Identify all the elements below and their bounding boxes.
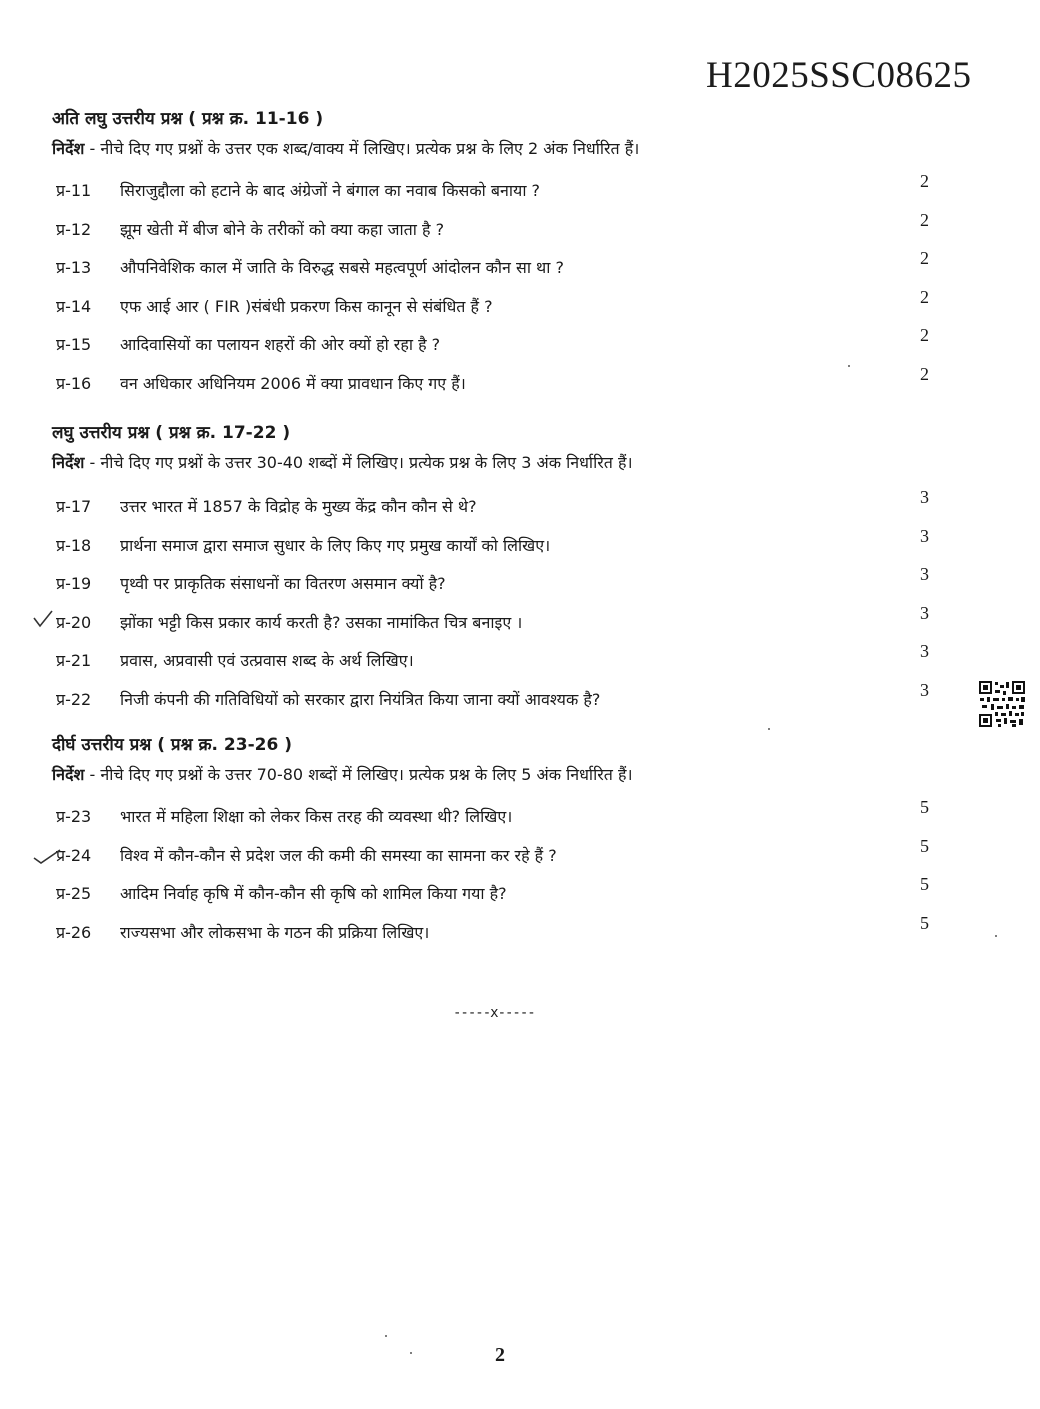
question-marks: 5: [920, 874, 929, 894]
question-text: प्रार्थना समाज द्वारा समाज सुधार के लिए किए गए प्रमुख कार्यों को लिखिए।: [120, 535, 551, 555]
question-row: [52, 798, 952, 837]
qr-code-icon: [978, 680, 1026, 728]
question-row: [52, 565, 952, 604]
question-row: [52, 172, 952, 211]
scan-speck: [768, 728, 770, 730]
question-marks: 3: [920, 525, 929, 546]
question-text: औपनिवेशिक काल में जाति के विरुद्ध सबसे महत्वपूर्ण आंदोलन कौन सा था ?: [120, 258, 565, 277]
instruction-label: निर्देश: [52, 139, 85, 158]
question-text: एफ आई आर ( FIR )संबंधी प्रकरण किस कानून से संबंधित हैं ?: [120, 296, 493, 316]
section-title: दीर्घ उत्तरीय प्रश्न ( प्रश्न क्र. 23-26 ): [52, 735, 292, 755]
handwritten-tick-icon: [32, 848, 62, 866]
question-row: [52, 681, 952, 720]
question-row: [52, 914, 952, 953]
question-text: भारत में महिला शिक्षा को लेकर किस तरह की व्यवस्था थी? लिखिए।: [120, 807, 513, 826]
question-row: [52, 837, 952, 876]
question-text: सिराजुद्दौला को हटाने के बाद अंग्रेजों ने बंगाल का नवाब किसको बनाया ?: [120, 181, 541, 200]
question-number: प्र-19: [56, 574, 92, 593]
question-text: प्रवास, अप्रवासी एवं उत्प्रवास शब्द के अर्थ लिखिए।: [120, 651, 414, 670]
question-row: [52, 326, 952, 365]
question-number: प्र-15: [56, 335, 92, 354]
question-text: झूम खेती में बीज बोने के तरीकों को क्या कहा जाता है ?: [120, 219, 445, 239]
section-title: अति लघु उत्तरीय प्रश्न ( प्रश्न क्र. 11-16 ): [52, 109, 324, 129]
question-text: पृथ्वी पर प्राकृतिक संसाधनों का वितरण असमान क्यों है?: [120, 574, 446, 593]
section-long: [52, 730, 952, 952]
section-title: लघु उत्तरीय प्रश्न ( प्रश्न क्र. 17-22 ): [52, 423, 291, 443]
question-row: [52, 642, 952, 681]
question-number: प्र-24: [56, 845, 92, 865]
question-row: [52, 604, 952, 643]
page-number: 2: [495, 1344, 505, 1366]
question-text: विश्व में कौन-कौन से प्रदेश जल की कमी की समस्या का सामना कर रहे हैं ?: [120, 845, 557, 865]
question-row: [52, 249, 952, 288]
section-short: [52, 418, 952, 719]
section-instruction: [52, 134, 952, 164]
question-marks: 3: [920, 602, 929, 623]
question-marks: 2: [920, 286, 929, 307]
scan-speck: [410, 1352, 412, 1354]
section-instruction: [52, 760, 952, 790]
instruction-label: निर्देश: [52, 765, 85, 784]
question-text: निजी कंपनी की गतिविधियों को सरकार द्वारा नियंत्रित किया जाना क्यों आवश्यक है?: [120, 689, 601, 709]
question-row: [52, 288, 952, 327]
question-number: प्र-25: [56, 884, 92, 903]
question-number: प्र-18: [56, 535, 92, 555]
question-text: वन अधिकार अधिनियम 2006 में क्या प्रावधान किए गए हैं।: [120, 373, 466, 393]
question-text: राज्यसभा और लोकसभा के गठन की प्रक्रिया लिखिए।: [120, 922, 430, 942]
instruction-text: - नीचे दिए गए प्रश्नों के उत्तर 30-40 शब्दों में लिखिए। प्रत्येक प्रश्न के लिए 3 अंक निर्धारित हैं।: [84, 453, 633, 472]
question-text: आदिम निर्वाह कृषि में कौन-कौन सी कृषि को शामिल किया गया है?: [120, 884, 507, 903]
section-very-short: [52, 104, 952, 403]
question-row: [52, 527, 952, 566]
question-number: प्र-23: [56, 807, 92, 826]
question-marks: 2: [920, 248, 929, 268]
question-number: प्र-16: [56, 373, 92, 393]
question-row: [52, 211, 952, 250]
question-row: [52, 488, 952, 527]
question-number: प्र-20: [56, 612, 92, 632]
question-marks: 5: [920, 835, 929, 856]
question-marks: 3: [920, 679, 929, 700]
question-marks: 3: [920, 564, 929, 584]
question-number: प्र-22: [56, 689, 92, 709]
question-marks: 2: [920, 325, 929, 345]
question-number: प्र-17: [56, 497, 92, 516]
question-number: प्र-26: [56, 922, 92, 942]
question-row: [52, 365, 952, 404]
question-number: प्र-11: [56, 181, 92, 200]
question-marks: 3: [920, 641, 929, 661]
question-marks: 5: [920, 797, 929, 817]
question-text: झोंका भट्टी किस प्रकार कार्य करती है? उसका नामांकित चित्र बनाइए ।: [120, 612, 523, 632]
question-marks: 3: [920, 487, 929, 507]
question-text: आदिवासियों का पलायन शहरों की ओर क्यों हो रहा है ?: [120, 335, 441, 354]
end-of-paper-mark: -----x-----: [453, 1005, 535, 1021]
question-number: प्र-14: [56, 296, 92, 316]
scan-speck: [995, 935, 997, 937]
question-marks: 2: [920, 363, 929, 384]
question-number: प्र-12: [56, 219, 92, 239]
paper-code: H2025SSC08625: [706, 55, 972, 96]
question-row: [52, 875, 952, 914]
question-marks: 5: [920, 912, 929, 933]
scan-speck: [848, 365, 850, 367]
question-number: प्र-13: [56, 258, 92, 277]
question-marks: 2: [920, 171, 929, 191]
handwritten-tick-icon: [32, 608, 54, 630]
scan-speck: [385, 1335, 387, 1337]
question-number: प्र-21: [56, 651, 92, 670]
question-marks: 2: [920, 209, 929, 230]
instruction-text: - नीचे दिए गए प्रश्नों के उत्तर एक शब्द/वाक्य में लिखिए। प्रत्येक प्रश्न के लिए 2 अंक निर्धारित हैं।: [84, 139, 640, 158]
section-instruction: [52, 448, 952, 478]
question-text: उत्तर भारत में 1857 के विद्रोह के मुख्य केंद्र कौन कौन से थे?: [120, 497, 477, 516]
instruction-text: - नीचे दिए गए प्रश्नों के उत्तर 70-80 शब्दों में लिखिए। प्रत्येक प्रश्न के लिए 5 अंक निर्धारित हैं।: [84, 765, 633, 784]
instruction-label: निर्देश: [52, 453, 85, 472]
